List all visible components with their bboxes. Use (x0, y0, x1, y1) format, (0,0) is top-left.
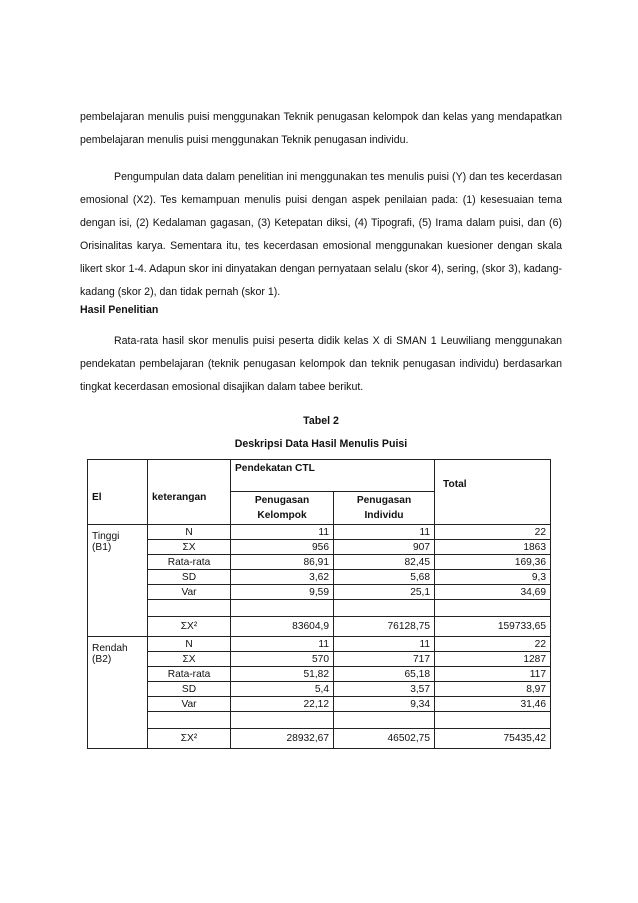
table-row (88, 652, 551, 667)
row-label: ΣX (148, 540, 231, 555)
paragraph-data-collection (80, 166, 562, 304)
cell-total: 22 (435, 525, 551, 540)
row-label: ΣX (148, 652, 231, 667)
header-total: Total (435, 460, 551, 525)
cell-total: 8,97 (435, 682, 551, 697)
table-row (88, 697, 551, 712)
header-kelompok-line2: Kelompok (257, 510, 307, 521)
paragraph-text: Rata-rata hasil skor menulis puisi peserta didik kelas X di SMAN 1 Leuwiliang menggunakan pendekatan pembelajaran (teknik penugasan kelompok dan teknik penugasan individu) berdasarkan tingkat kecerdasan emosional disajikan dalam tabee berikut. (80, 335, 562, 393)
row-label (148, 712, 231, 729)
row-label: Rata-rata (148, 555, 231, 570)
cell-total: 9,3 (435, 570, 551, 585)
group-label-tinggi (88, 525, 148, 637)
cell-individu: 65,18 (334, 667, 435, 682)
row-label: N (148, 525, 231, 540)
cell-kelompok: 22,12 (231, 697, 334, 712)
header-individu-line2: Individu (364, 510, 404, 521)
row-label: SD (148, 570, 231, 585)
row-label (148, 600, 231, 617)
cell-individu (334, 712, 435, 729)
cell-total (435, 712, 551, 729)
table-row (88, 729, 551, 749)
cell-individu: 11 (334, 525, 435, 540)
cell-total: 117 (435, 667, 551, 682)
table-caption-number: Tabel 2 (303, 415, 339, 427)
cell-individu: 5,68 (334, 570, 435, 585)
cell-kelompok: 28932,67 (231, 729, 334, 749)
cell-total: 169,36 (435, 555, 551, 570)
row-label: SD (148, 682, 231, 697)
header-pendekatan: Pendekatan CTL (231, 460, 435, 492)
table-caption-title: Deskripsi Data Hasil Menulis Puisi (234, 438, 408, 450)
table-row (88, 525, 551, 540)
table-row (88, 682, 551, 697)
cell-total: 75435,42 (435, 729, 551, 749)
header-individu (334, 492, 435, 525)
cell-kelompok: 956 (231, 540, 334, 555)
cell-individu: 11 (334, 637, 435, 652)
table-row (88, 637, 551, 652)
cell-kelompok: 3,62 (231, 570, 334, 585)
group-label-rendah (88, 637, 148, 749)
header-individu-line1: Penugasan (356, 495, 412, 506)
table-row-empty (88, 712, 551, 729)
table-row-empty (88, 600, 551, 617)
group-label-line1: Rendah (92, 643, 128, 654)
cell-individu: 76128,75 (334, 617, 435, 637)
cell-kelompok: 570 (231, 652, 334, 667)
table-row (88, 570, 551, 585)
cell-total: 34,69 (435, 585, 551, 600)
row-label: N (148, 637, 231, 652)
paragraph-text: Pengumpulan data dalam penelitian ini menggunakan tes menulis puisi (Y) dan tes kecerdasan emosional (X2). Tes kemampuan menulis puisi dengan aspek penilaian pada: (1) kesesuaian tema dengan isi, (2) Kedalaman gagasan, (3) Ketepatan diksi, (4) Tipografi, (5) Irama dalam puisi, dan (6) Orisinalitas karya. Sementara itu, tes kecerdasan emosional menggunakan kuesioner dengan skala likert skor 1-4. Adapun skor ini dinyatakan dengan pernyataan selalu (skor 4), sering, (skor 3), kadang-kadang (skor 2), dan tidak pernah (skor 1). (80, 171, 562, 298)
paragraph-text: pembelajaran menulis puisi menggunakan Teknik penugasan kelompok dan kelas yang mendapatkan pembelajaran menulis puisi menggunakan Teknik penugasan individu. (80, 111, 562, 146)
row-label: ΣX² (148, 617, 231, 637)
cell-total: 31,46 (435, 697, 551, 712)
cell-kelompok: 51,82 (231, 667, 334, 682)
cell-individu (334, 600, 435, 617)
cell-individu: 25,1 (334, 585, 435, 600)
cell-kelompok: 83604,9 (231, 617, 334, 637)
data-table (87, 459, 551, 749)
row-label: ΣX² (148, 729, 231, 749)
cell-kelompok (231, 600, 334, 617)
cell-kelompok: 11 (231, 525, 334, 540)
cell-individu: 717 (334, 652, 435, 667)
cell-total: 22 (435, 637, 551, 652)
cell-total: 1287 (435, 652, 551, 667)
group-label-line2: (B1) (92, 542, 112, 553)
table-row (88, 667, 551, 682)
cell-kelompok: 9,59 (231, 585, 334, 600)
cell-kelompok: 11 (231, 637, 334, 652)
table-row (88, 540, 551, 555)
header-keterangan: keterangan (148, 460, 231, 525)
table-row (88, 585, 551, 600)
cell-individu: 9,34 (334, 697, 435, 712)
row-label: Var (148, 585, 231, 600)
cell-kelompok: 5,4 (231, 682, 334, 697)
section-heading: Hasil Penelitian (80, 304, 159, 316)
paragraph-results (80, 330, 562, 399)
cell-total (435, 600, 551, 617)
cell-kelompok (231, 712, 334, 729)
row-label: Rata-rata (148, 667, 231, 682)
paragraph-intro (80, 106, 562, 152)
header-kelompok-line1: Penugasan (254, 495, 310, 506)
cell-kelompok: 86,91 (231, 555, 334, 570)
cell-total: 159733,65 (435, 617, 551, 637)
cell-total: 1863 (435, 540, 551, 555)
row-label: Var (148, 697, 231, 712)
header-kelompok (231, 492, 334, 525)
table-row (88, 555, 551, 570)
cell-individu: 907 (334, 540, 435, 555)
table-row (88, 617, 551, 637)
cell-individu: 46502,75 (334, 729, 435, 749)
header-el: El (88, 460, 148, 525)
cell-individu: 3,57 (334, 682, 435, 697)
group-label-line2: (B2) (92, 654, 112, 665)
cell-individu: 82,45 (334, 555, 435, 570)
group-label-line1: Tinggi (92, 531, 120, 542)
